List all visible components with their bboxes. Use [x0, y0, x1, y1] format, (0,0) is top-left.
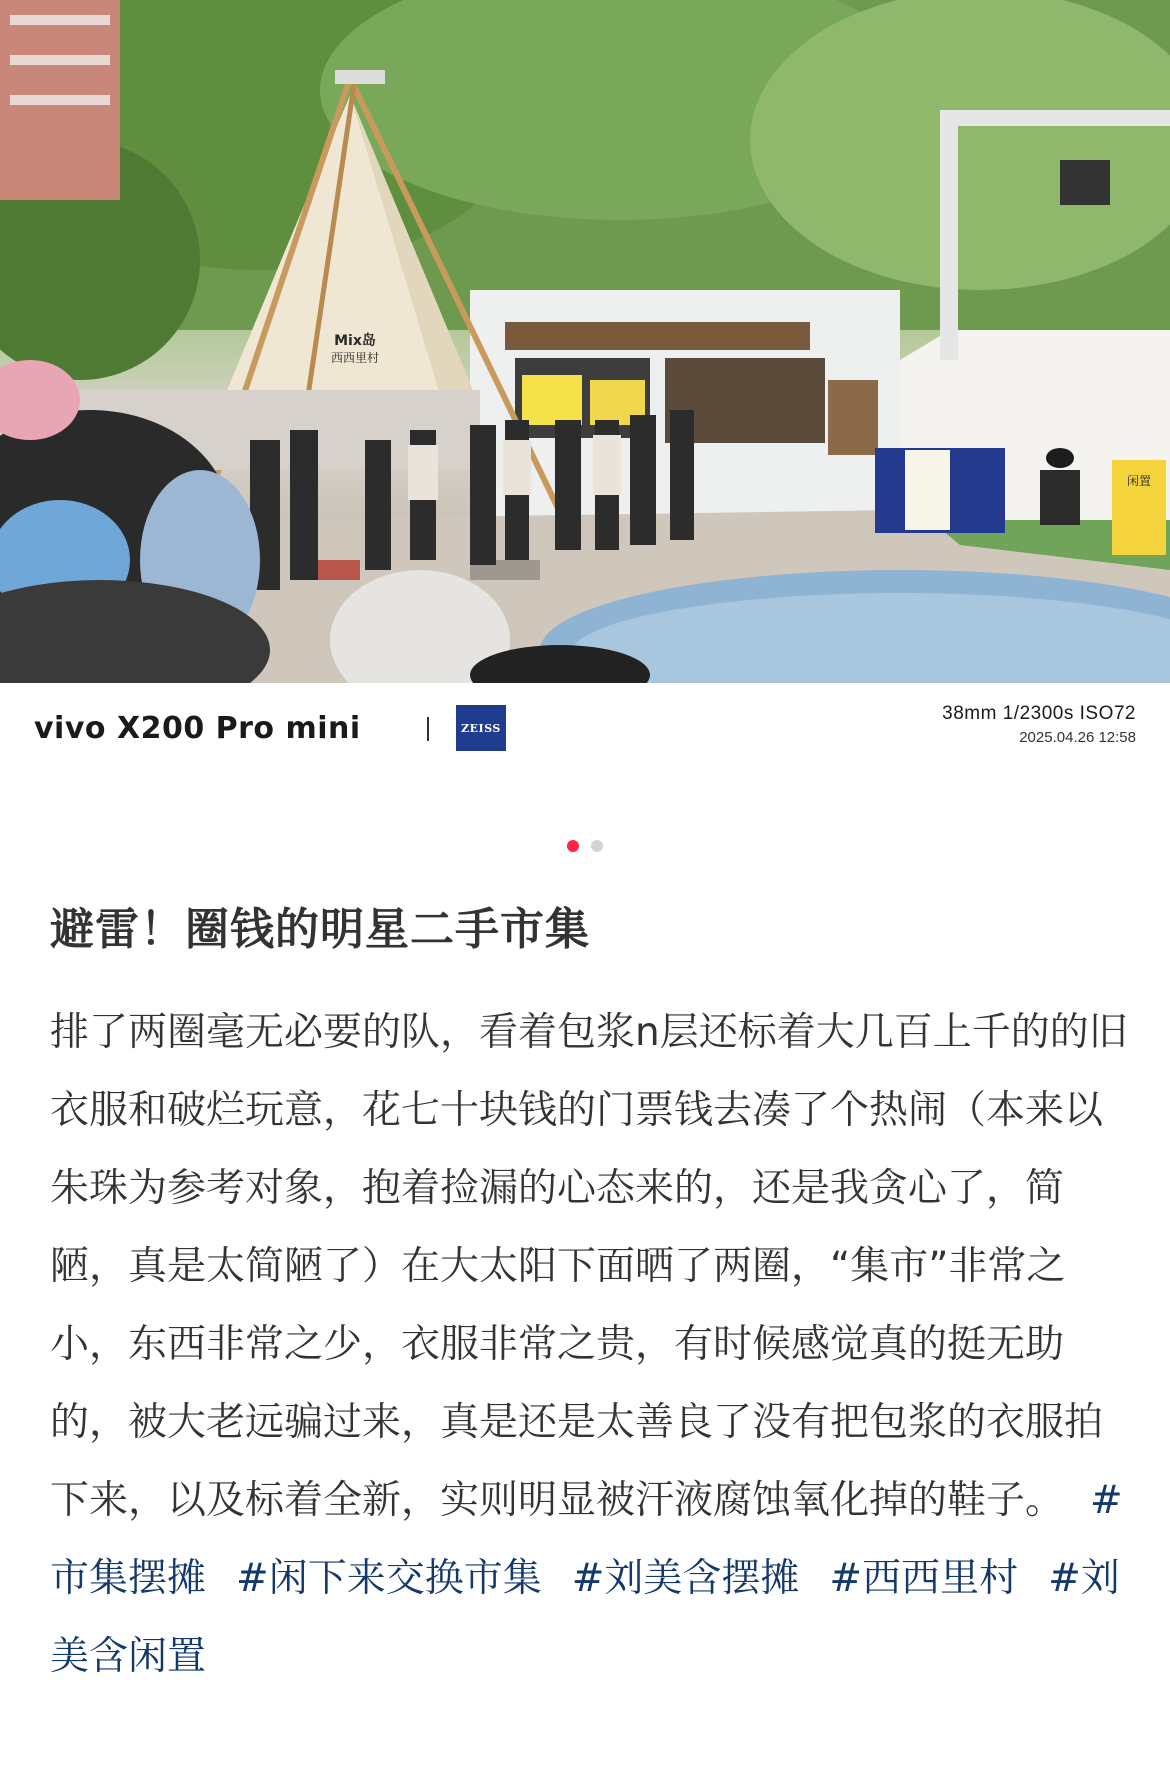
exif-info [942, 703, 1136, 746]
post-photo[interactable] [0, 0, 1170, 683]
pager-dot[interactable] [591, 840, 603, 852]
hashtag-link[interactable]: #刘美含闲置 [50, 1556, 1120, 1679]
hashtag-link[interactable]: #西西里村 [829, 1556, 1019, 1601]
svg-text:西西里村: 西西里村 [330, 351, 380, 365]
hashtag-link[interactable]: #闲下来交换市集 [236, 1556, 542, 1601]
hashtag-link[interactable]: #刘美含摆摊 [571, 1556, 800, 1601]
hashtag-link[interactable]: #市集摆摊 [50, 1478, 1123, 1601]
exif-datetime: 2025.04.26 12:58 [1019, 729, 1136, 746]
market-scene-image [0, 0, 1170, 683]
watermark-separator [427, 717, 429, 741]
svg-text:闲置: 闲置 [1126, 474, 1152, 488]
camera-watermark [0, 683, 1170, 801]
pager-dot-active[interactable] [567, 840, 579, 852]
post-body-text: 排了两圈毫无必要的队，看着包浆n层还标着大几百上千的的旧衣服和破烂玩意，花七十块钱的门票钱去凑了个热闹（本来以朱珠为参考对象，抱着捡漏的心态来的，还是我贪心了，简陋，真是太简陋了）在大太阳下面晒了两圈，“集市”非常之小，东西非常之少，衣服非常之贵，有时候感觉真的挺无助的，被大老远骗过来，真是还是太善良了没有把包浆的衣服拍下来，以及标着全新，实则明显被汗液腐蚀氧化掉的鞋子。 [50, 1010, 1128, 1523]
tent-sign-text: Mix岛 [334, 333, 376, 349]
image-pager[interactable] [0, 840, 1170, 854]
zeiss-logo: ZEISS [456, 705, 506, 751]
camera-model: vivo X200 Pro mini [34, 711, 361, 746]
post-body [50, 994, 1130, 1696]
post-title: 避雷！圈钱的明星二手市集 [50, 904, 590, 955]
exif-settings: 38mm 1/2300s ISO72 [942, 703, 1136, 724]
